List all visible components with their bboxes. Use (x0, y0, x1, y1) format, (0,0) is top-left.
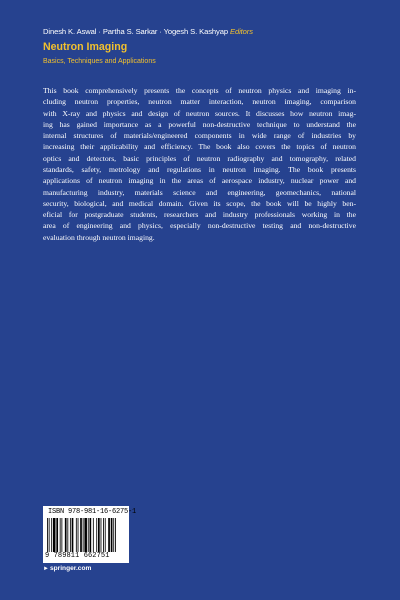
editors-names: Dinesh K. Aswal · Partha S. Sarkar · Yogesh S. Kashyap (43, 27, 228, 36)
description-line: area of engineering and physics, especially non-destructive testing and non-destructive (43, 221, 356, 231)
isbn-text: ISBN 978-981-16-6275-1 (48, 508, 137, 516)
arrow-right-icon: ► (43, 566, 49, 572)
description-line: increasing their applicability and efficiency. The book also covers the topics of neutron (43, 142, 356, 152)
book-description (43, 85, 356, 243)
description-line: evaluation through neutron imaging. (43, 232, 155, 242)
book-title: Neutron Imaging (43, 41, 128, 53)
description-line: cluding neutron properties, neutron matter interaction, neutron imaging, comparison (43, 97, 356, 107)
description-line: with X-ray and physics and design of neutron sources. It discusses how neutron imag- (43, 108, 356, 118)
description-line: applications of neutron imaging in the areas of aerospace industry, nuclear power and (43, 176, 356, 186)
editors-role: Editors (229, 27, 253, 36)
description-line: security, biological, and medical domain. Given its scope, the book will be highly ben- (43, 198, 356, 208)
isbn-barcode (43, 506, 137, 563)
description-line: eficial for postgraduate students, researchers and industry professionals working in the (43, 210, 356, 220)
description-line: standards, safety, metrology and regulations in neutron imaging. The book presents (43, 164, 356, 174)
publisher-website: springer.com (49, 565, 92, 572)
description-line: This book comprehensively presents the concepts of neutron physics and imaging in- (43, 86, 356, 95)
description-line: ing has gained importance as a powerful non-destructive technique to understand the (43, 119, 356, 129)
cover-header (43, 27, 373, 66)
publisher-link[interactable] (43, 565, 91, 572)
description-line: internal structures of materials/engineered components in wide range of industries by (43, 131, 356, 141)
barcode-digits: 9 789811 662751 (45, 552, 110, 560)
book-subtitle: Basics, Techniques and Applications (43, 58, 156, 65)
barcode-bars (47, 518, 125, 552)
description-line: manufacturing industry, materials science and engineering, geomechanics, national (43, 187, 356, 197)
description-line: optics and detectors, basic principles of neutron radiography and tomography, related (43, 153, 356, 163)
editors-line (43, 27, 373, 37)
